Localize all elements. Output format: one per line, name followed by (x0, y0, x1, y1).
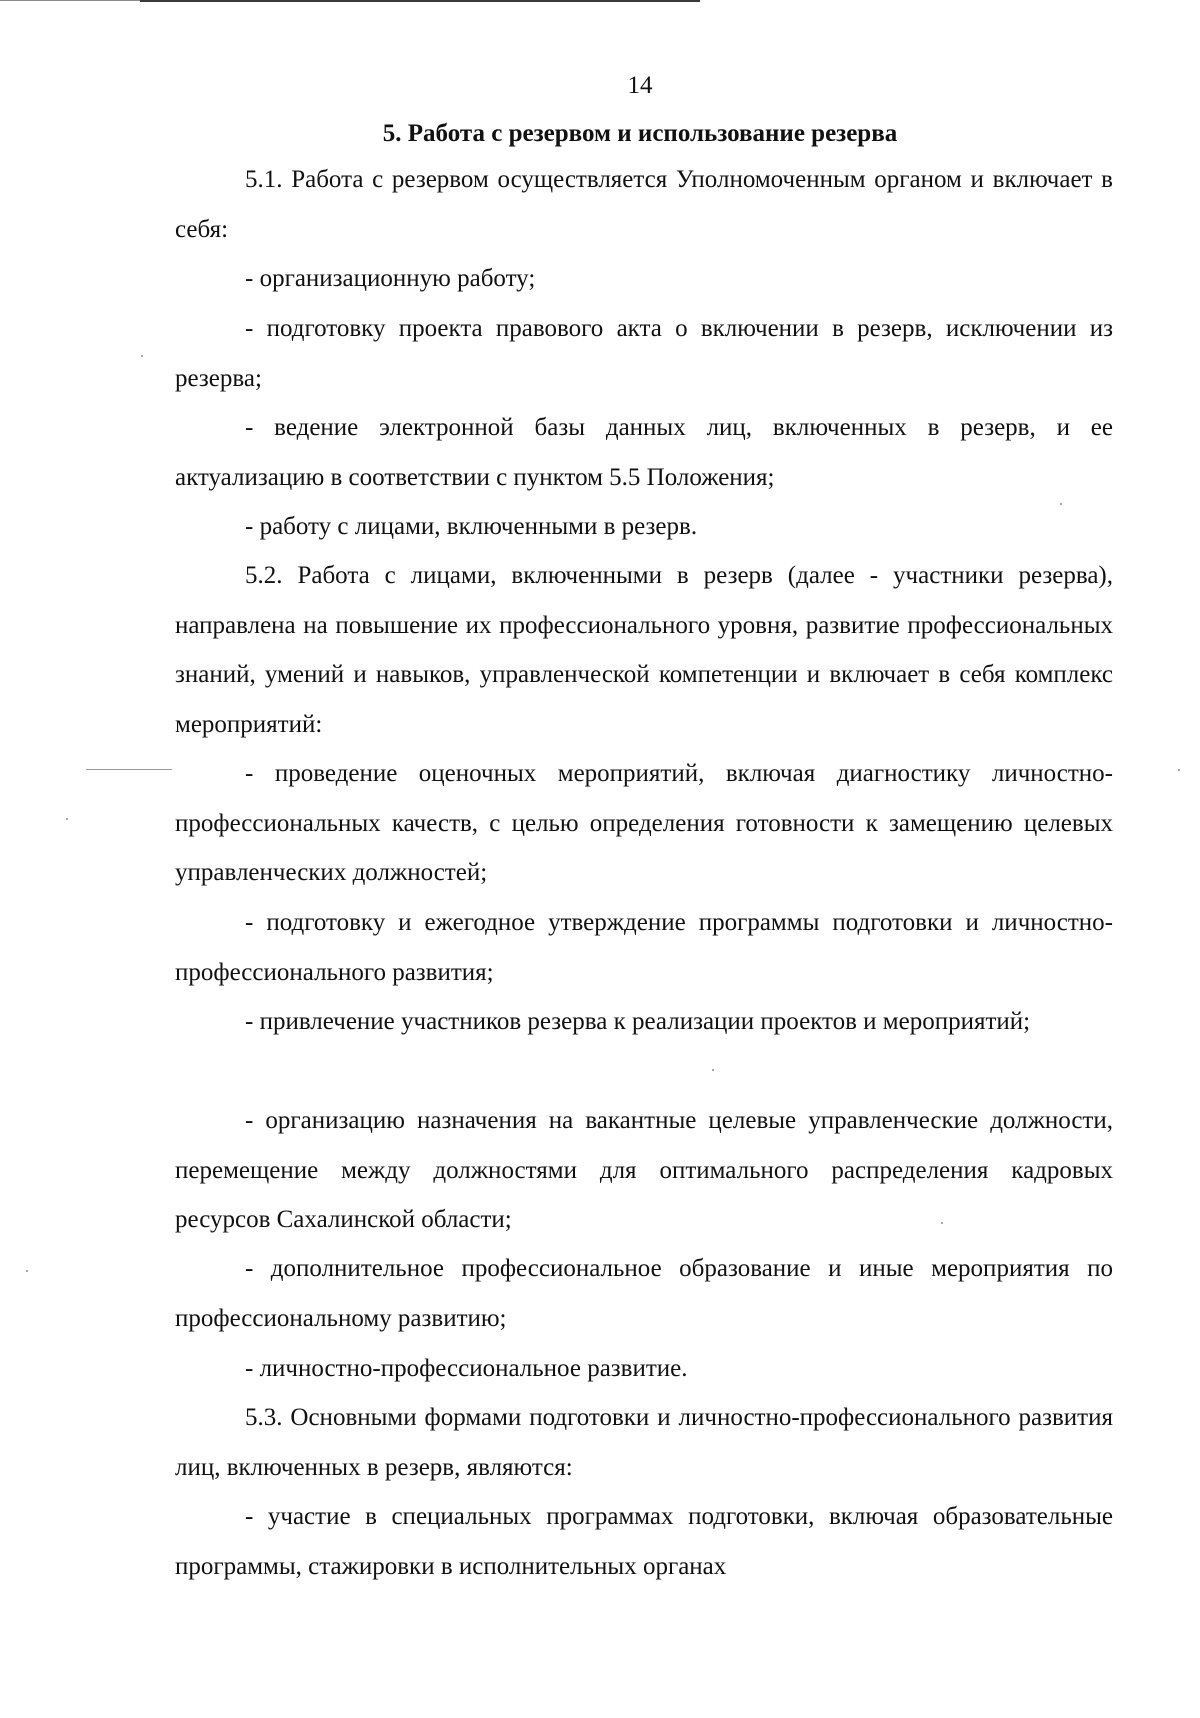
list-item-work-with-persons: - работу с лицами, включенными в резерв. (245, 513, 698, 540)
list-item-database: - ведение электронной базы данных лиц, включенных в резерв, и ее актуализацию в соответствии с пунктом 5.5 Положения; (175, 414, 1113, 491)
list-item-personal-development: - личностно-профессиональное развитие. (245, 1355, 688, 1382)
scan-speck (1060, 503, 1062, 505)
list-item-projects: - привлечение участников резерва к реализации проектов и мероприятий; (245, 1008, 1031, 1035)
scan-speck (66, 818, 68, 820)
paragraph-5-2: 5.2. Работа с лицами, включенными в резерв (далее - участники резерва), направлена на повышение их профессионального уровня, развитие профессиональных знаний, умений и навыков, управленческой компетенции и включает в себя комплекс мероприятий: (175, 562, 1113, 738)
page-number: 14 (627, 72, 653, 99)
scan-speck (712, 1069, 714, 1071)
paragraph-5-3: 5.3. Основными формами подготовки и личностно-профессионального развития лиц, включенных в резерв, являются: (175, 1404, 1113, 1481)
section-heading: 5. Работа с резервом и использование резерва (382, 120, 898, 147)
list-item-appointment: - организацию назначения на вакантные целевые управленческие должности, перемещение между должностями для оптимального распределения кадровых ресурсов Сахалинской области; (175, 1107, 1113, 1233)
list-item-organizational-work: - организационную работу; (245, 265, 536, 292)
scan-speck (1178, 769, 1180, 771)
paragraph-5-1: 5.1. Работа с резервом осуществляется Уполномоченным органом и включает в себя: (175, 166, 1113, 243)
list-item-education: - дополнительное профессиональное образование и иные мероприятия по профессиональному развитию; (175, 1255, 1113, 1332)
scan-edge-line (0, 0, 140, 1)
list-item-special-programs: - участие в специальных программах подготовки, включая образовательные программы, стажировки в исполнительных органах (175, 1503, 1113, 1580)
list-item-legal-act: - подготовку проекта правового акта о включении в резерв, исключении из резерва; (175, 315, 1113, 392)
scan-speck (941, 1222, 943, 1224)
scan-artifact-line (86, 769, 172, 770)
top-border-line (140, 0, 700, 2)
scan-speck (141, 355, 143, 357)
list-item-training-program: - подготовку и ежегодное утверждение программы подготовки и личностно-профессионального развития; (175, 909, 1113, 986)
list-item-assessment: - проведение оценочных мероприятий, включая диагностику личностно-профессиональных качеств, с целью определения готовности к замещению целевых управленческих должностей; (175, 760, 1113, 886)
scan-speck (26, 1270, 28, 1272)
